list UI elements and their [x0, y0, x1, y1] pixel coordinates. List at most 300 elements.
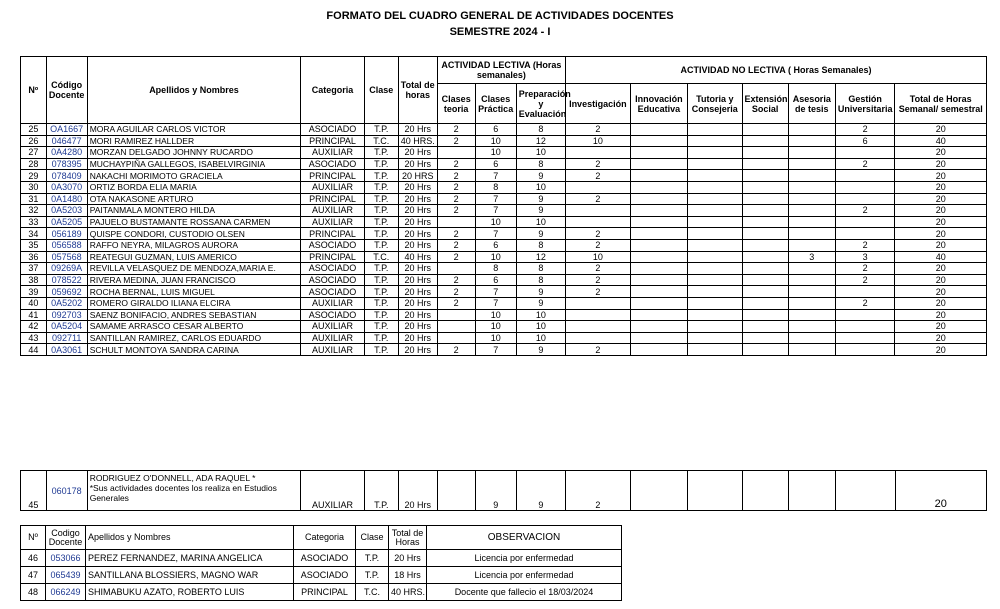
table-row	[21, 297, 987, 309]
tutoria	[688, 297, 742, 309]
preparacion: 10	[516, 321, 565, 333]
asesoria	[788, 181, 835, 193]
docente-name: SAENZ BONIFACIO, ANDRES SEBASTIAN	[87, 309, 301, 321]
row-n: 38	[21, 274, 47, 286]
gestion: 3	[835, 251, 895, 263]
docente-code: 078409	[46, 170, 87, 182]
total-horas: 20 Hrs	[398, 124, 437, 136]
tutoria	[688, 158, 742, 170]
investigacion	[566, 181, 631, 193]
tutoria	[688, 181, 742, 193]
preparacion: 12	[516, 251, 565, 263]
clases-teoria: 2	[437, 181, 475, 193]
obs-header-observacion: OBSERVACION	[427, 526, 622, 550]
innovacion	[630, 216, 687, 228]
row-n: 35	[21, 239, 47, 251]
total-horas: 20 Hrs	[398, 332, 437, 344]
table-row	[21, 251, 987, 263]
categoria: ASOCIADO	[301, 263, 365, 275]
gestion	[835, 181, 895, 193]
row-n: 27	[21, 147, 47, 159]
clases-teoria	[437, 332, 475, 344]
total-horas: 20 Hrs	[398, 297, 437, 309]
total-horas: 20 Hrs	[398, 205, 437, 217]
table-row	[21, 216, 987, 228]
clases-teoria	[437, 471, 475, 511]
categoria: AUXILIAR	[301, 332, 365, 344]
extension	[742, 205, 788, 217]
total-semestral: 20	[895, 309, 987, 321]
tutoria	[688, 321, 742, 333]
total-semestral: 40	[895, 251, 987, 263]
header-tutoria: Tutoria y Consejeria	[688, 84, 742, 124]
docente-code: 060178	[46, 471, 87, 511]
obs-header-horas: Total de Horas	[389, 526, 427, 550]
clases-teoria	[437, 216, 475, 228]
clases-teoria	[437, 147, 475, 159]
categoria: AUXILIAR	[301, 205, 365, 217]
gestion: 2	[835, 205, 895, 217]
innovacion	[630, 170, 687, 182]
row-n: 29	[21, 170, 47, 182]
total-horas: 20 Hrs	[398, 239, 437, 251]
categoria: PRINCIPAL	[301, 193, 365, 205]
categoria: PRINCIPAL	[294, 584, 356, 601]
header-n: Nº	[21, 57, 47, 124]
header-preparacion: Preparación y Evaluación	[516, 84, 565, 124]
total-horas: 40 Hrs	[398, 251, 437, 263]
table-row	[21, 567, 622, 584]
clases-practica: 8	[475, 181, 516, 193]
docente-note: *Sus actividades docentes los realiza en Estudios Generales	[89, 483, 277, 503]
categoria: PRINCIPAL	[301, 170, 365, 182]
table-row	[21, 170, 987, 182]
extension	[742, 124, 788, 136]
clases-teoria	[437, 309, 475, 321]
extension	[742, 228, 788, 240]
preparacion: 9	[516, 297, 565, 309]
total-horas: 20 Hrs	[398, 321, 437, 333]
docente-code: 065439	[46, 567, 86, 584]
categoria: ASOCIADO	[301, 158, 365, 170]
docente-name: ROMERO GIRALDO ILIANA ELCIRA	[87, 297, 301, 309]
table-row	[21, 181, 987, 193]
row-n: 42	[21, 321, 47, 333]
document-subtitle: SEMESTRE 2024 - I	[449, 26, 551, 38]
gestion: 2	[835, 239, 895, 251]
clases-teoria: 2	[437, 251, 475, 263]
header-categoria: Categoria	[301, 57, 365, 124]
clase: T.C.	[356, 584, 389, 601]
asesoria	[788, 239, 835, 251]
gestion	[835, 309, 895, 321]
preparacion: 9	[516, 344, 565, 356]
row-n: 33	[21, 216, 47, 228]
asesoria	[788, 297, 835, 309]
header-extension: Extensión Social	[742, 84, 788, 124]
table-row	[21, 332, 987, 344]
gestion	[835, 216, 895, 228]
extension	[742, 297, 788, 309]
row-n: 32	[21, 205, 47, 217]
tutoria	[688, 344, 742, 356]
gestion: 2	[835, 263, 895, 275]
docente-code: 0A4280	[46, 147, 87, 159]
table-row	[21, 239, 987, 251]
innovacion	[630, 251, 687, 263]
tutoria	[688, 471, 742, 511]
clases-teoria: 2	[437, 170, 475, 182]
asesoria	[788, 216, 835, 228]
docente-code: 0A3061	[46, 344, 87, 356]
header-clase: Clase	[364, 57, 398, 124]
investigacion	[566, 321, 631, 333]
clase: T.P.	[364, 344, 398, 356]
table-row	[21, 274, 987, 286]
row-n: 26	[21, 135, 47, 147]
investigacion: 10	[566, 135, 631, 147]
extension	[742, 251, 788, 263]
preparacion: 10	[516, 332, 565, 344]
table-row	[21, 584, 622, 601]
clase: T.P.	[364, 332, 398, 344]
clases-practica: 7	[475, 205, 516, 217]
row-n: 31	[21, 193, 47, 205]
tutoria	[688, 332, 742, 344]
innovacion	[630, 228, 687, 240]
gestion: 2	[835, 124, 895, 136]
docente-code: 057568	[46, 251, 87, 263]
header-actividad-lectiva: ACTIVIDAD LECTIVA (Horas semanales)	[437, 57, 565, 84]
categoria: ASOCIADO	[301, 286, 365, 298]
extension	[742, 193, 788, 205]
clase: T.P.	[364, 239, 398, 251]
innovacion	[630, 286, 687, 298]
clases-practica: 10	[475, 321, 516, 333]
preparacion: 9	[516, 170, 565, 182]
extension	[742, 263, 788, 275]
row-n: 34	[21, 228, 47, 240]
row-n: 44	[21, 344, 47, 356]
asesoria	[788, 309, 835, 321]
clases-practica: 6	[475, 239, 516, 251]
observacion: Licencia por enfermedad	[427, 567, 622, 584]
preparacion: 12	[516, 135, 565, 147]
asesoria	[788, 321, 835, 333]
tutoria	[688, 263, 742, 275]
docente-code: 046477	[46, 135, 87, 147]
clases-practica: 10	[475, 216, 516, 228]
preparacion: 10	[516, 181, 565, 193]
asesoria	[788, 193, 835, 205]
docente-name: MORI RAMIREZ HALLDER	[87, 135, 301, 147]
innovacion	[630, 332, 687, 344]
docente-name: SHIMABUKU AZATO, ROBERTO LUIS	[86, 584, 294, 601]
asesoria	[788, 158, 835, 170]
table-row	[21, 135, 987, 147]
investigacion	[566, 309, 631, 321]
clase: T.P.	[364, 274, 398, 286]
preparacion: 9	[516, 228, 565, 240]
clases-practica: 8	[475, 263, 516, 275]
docente-name: SANTILLANA BLOSSIERS, MAGNO WAR	[86, 567, 294, 584]
extension	[742, 147, 788, 159]
total-semestral: 20	[895, 297, 987, 309]
header-total-semestral: Total de Horas Semanal/ semestral	[895, 84, 987, 124]
tutoria	[688, 286, 742, 298]
tutoria	[688, 228, 742, 240]
asesoria	[788, 344, 835, 356]
clases-practica: 10	[475, 332, 516, 344]
obs-header-clase: Clase	[356, 526, 389, 550]
asesoria	[788, 263, 835, 275]
innovacion	[630, 193, 687, 205]
preparacion: 8	[516, 124, 565, 136]
obs-header-categoria: Categoria	[294, 526, 356, 550]
observations-table	[20, 525, 622, 601]
preparacion: 10	[516, 216, 565, 228]
clases-practica: 6	[475, 274, 516, 286]
header-actividad-no-lectiva: ACTIVIDAD NO LECTIVA ( Horas Semanales)	[566, 57, 987, 84]
gestion: 2	[835, 158, 895, 170]
table-row	[21, 344, 987, 356]
docente-code: 078522	[46, 274, 87, 286]
total-horas: 20 Hrs	[398, 471, 437, 511]
row-n: 40	[21, 297, 47, 309]
extension	[742, 309, 788, 321]
extension	[742, 344, 788, 356]
gestion	[836, 471, 896, 511]
investigacion: 2	[566, 274, 631, 286]
docente-name-cell	[87, 471, 301, 511]
investigacion: 2	[566, 228, 631, 240]
docente-name: QUISPE CONDORI, CUSTODIO OLSEN	[87, 228, 301, 240]
total-semestral: 20	[895, 344, 987, 356]
total-semestral: 20	[895, 321, 987, 333]
total-semestral: 20	[895, 181, 987, 193]
innovacion	[630, 239, 687, 251]
row-n: 41	[21, 309, 47, 321]
gestion: 2	[835, 297, 895, 309]
clase: T.P.	[364, 471, 398, 511]
docente-code: 053066	[46, 550, 86, 567]
gestion	[835, 286, 895, 298]
preparacion: 8	[516, 239, 565, 251]
categoria: AUXILIAR	[301, 471, 365, 511]
investigacion	[566, 297, 631, 309]
docente-name: PEREZ FERNANDEZ, MARINA ANGELICA	[86, 550, 294, 567]
categoria: AUXILIAR	[301, 297, 365, 309]
docente-code: 0A3070	[46, 181, 87, 193]
asesoria	[788, 135, 835, 147]
gestion	[835, 170, 895, 182]
row-n: 47	[21, 567, 46, 584]
docente-name: REATEGUI GUZMAN, LUIS AMERICO	[87, 251, 301, 263]
total-semestral: 20	[895, 239, 987, 251]
total-horas: 18 Hrs	[389, 567, 427, 584]
clases-teoria	[437, 263, 475, 275]
gestion: 2	[835, 274, 895, 286]
investigacion: 10	[566, 251, 631, 263]
docente-code: OA1667	[46, 124, 87, 136]
extension	[742, 274, 788, 286]
docente-name: PAJUELO BUSTAMANTE ROSSANA CARMEN	[87, 216, 301, 228]
innovacion	[630, 309, 687, 321]
table-row	[21, 205, 987, 217]
innovacion	[630, 158, 687, 170]
investigacion: 2	[566, 263, 631, 275]
docente-name: SCHULT MONTOYA SANDRA CARINA	[87, 344, 301, 356]
clase: T.P.	[356, 550, 389, 567]
clases-teoria: 2	[437, 297, 475, 309]
investigacion: 2	[566, 344, 631, 356]
total-semestral: 20	[895, 147, 987, 159]
clases-practica: 7	[475, 228, 516, 240]
innovacion	[630, 344, 687, 356]
asesoria	[788, 205, 835, 217]
extension	[742, 181, 788, 193]
clases-practica: 7	[475, 286, 516, 298]
asesoria	[788, 228, 835, 240]
docente-name: MORA AGUILAR CARLOS VICTOR	[87, 124, 301, 136]
clases-teoria: 2	[437, 286, 475, 298]
table-row	[21, 286, 987, 298]
table-row	[21, 550, 622, 567]
investigacion: 2	[566, 158, 631, 170]
observacion: Licencia por enfermedad	[427, 550, 622, 567]
categoria: PRINCIPAL	[301, 135, 365, 147]
clase: T.P.	[364, 309, 398, 321]
investigacion: 2	[566, 239, 631, 251]
header-clases-practica: Clases Práctica	[475, 84, 516, 124]
table-row	[21, 321, 987, 333]
total-semestral: 20	[895, 274, 987, 286]
tutoria	[688, 124, 742, 136]
clases-practica: 10	[475, 135, 516, 147]
clases-teoria: 2	[437, 228, 475, 240]
docente-code: 0A1480	[46, 193, 87, 205]
total-horas: 20 HRS	[398, 170, 437, 182]
preparacion: 10	[516, 147, 565, 159]
clase: T.P.	[364, 147, 398, 159]
total-semestral: 20	[895, 124, 987, 136]
header-gestion: Gestión Universitaria	[835, 84, 895, 124]
total-horas: 20 Hrs	[398, 274, 437, 286]
total-horas: 20 Hrs	[398, 216, 437, 228]
table-row	[21, 193, 987, 205]
categoria: ASOCIADO	[301, 309, 365, 321]
asesoria	[788, 124, 835, 136]
innovacion	[630, 263, 687, 275]
clases-practica: 7	[475, 170, 516, 182]
row-n: 43	[21, 332, 47, 344]
tutoria	[688, 274, 742, 286]
clase: T.P.	[364, 286, 398, 298]
innovacion	[630, 471, 687, 511]
total-semestral: 40	[895, 135, 987, 147]
asesoria	[788, 332, 835, 344]
docente-code: 066249	[46, 584, 86, 601]
preparacion: 9	[516, 286, 565, 298]
docente-code: 092711	[46, 332, 87, 344]
clase: T.P.	[364, 297, 398, 309]
docente-code: 0A5203	[46, 205, 87, 217]
clases-teoria: 2	[437, 124, 475, 136]
total-horas: 20 Hrs	[398, 263, 437, 275]
categoria: PRINCIPAL	[301, 228, 365, 240]
docente-name: OTA NAKASONE ARTURO	[87, 193, 301, 205]
asesoria: 3	[788, 251, 835, 263]
clases-teoria: 2	[437, 344, 475, 356]
total-semestral: 20	[895, 471, 986, 511]
obs-header-n: Nº	[21, 526, 46, 550]
gestion	[835, 321, 895, 333]
categoria: PRINCIPAL	[301, 251, 365, 263]
table-row	[21, 471, 987, 511]
table-row	[21, 263, 987, 275]
clases-practica: 9	[475, 471, 516, 511]
clase: T.P.	[364, 263, 398, 275]
clases-practica: 7	[475, 344, 516, 356]
row-n: 45	[21, 471, 47, 511]
docente-name: ROCHA BERNAL, LUIS MIGUEL	[87, 286, 301, 298]
docente-name: PAITANMALA MONTERO HILDA	[87, 205, 301, 217]
extension	[742, 332, 788, 344]
asesoria	[788, 170, 835, 182]
row-n: 39	[21, 286, 47, 298]
docente-name: RAFFO NEYRA, MILAGROS AURORA	[87, 239, 301, 251]
tutoria	[688, 135, 742, 147]
docente-code: 056588	[46, 239, 87, 251]
clases-practica: 10	[475, 251, 516, 263]
clase: T.C.	[364, 251, 398, 263]
total-horas: 20 Hrs	[398, 193, 437, 205]
preparacion: 9	[516, 471, 565, 511]
categoria: ASOCIADO	[294, 567, 356, 584]
total-semestral: 20	[895, 263, 987, 275]
activities-table	[20, 56, 987, 356]
extension	[742, 471, 788, 511]
table-row	[21, 228, 987, 240]
extension	[742, 216, 788, 228]
docente-code: 059692	[46, 286, 87, 298]
docente-name: NAKACHI MORIMOTO GRACIELA	[87, 170, 301, 182]
extension	[742, 170, 788, 182]
clases-practica: 6	[475, 158, 516, 170]
extension	[742, 158, 788, 170]
total-semestral: 20	[895, 332, 987, 344]
row-n: 28	[21, 158, 47, 170]
investigacion	[566, 147, 631, 159]
docente-name: SAMAME ARRASCO CESAR ALBERTO	[87, 321, 301, 333]
clase: T.P.	[364, 205, 398, 217]
header-innovacion: Innovación Educativa	[630, 84, 687, 124]
clases-teoria: 2	[437, 158, 475, 170]
docente-name: MORZAN DELGADO JOHNNY RUCARDO	[87, 147, 301, 159]
docente-code: 056189	[46, 228, 87, 240]
header-nombres: Apellidos y Nombres	[87, 57, 301, 124]
investigacion: 2	[566, 170, 631, 182]
clase: T.P.	[364, 228, 398, 240]
investigacion: 2	[566, 286, 631, 298]
obs-header-codigo: Codigo Docente	[46, 526, 86, 550]
clases-teoria: 2	[437, 239, 475, 251]
preparacion: 8	[516, 263, 565, 275]
total-horas: 20 Hrs	[398, 228, 437, 240]
investigacion: 2	[566, 124, 631, 136]
categoria: AUXILIAR	[301, 321, 365, 333]
observacion: Docente que fallecio el 18/03/2024	[427, 584, 622, 601]
